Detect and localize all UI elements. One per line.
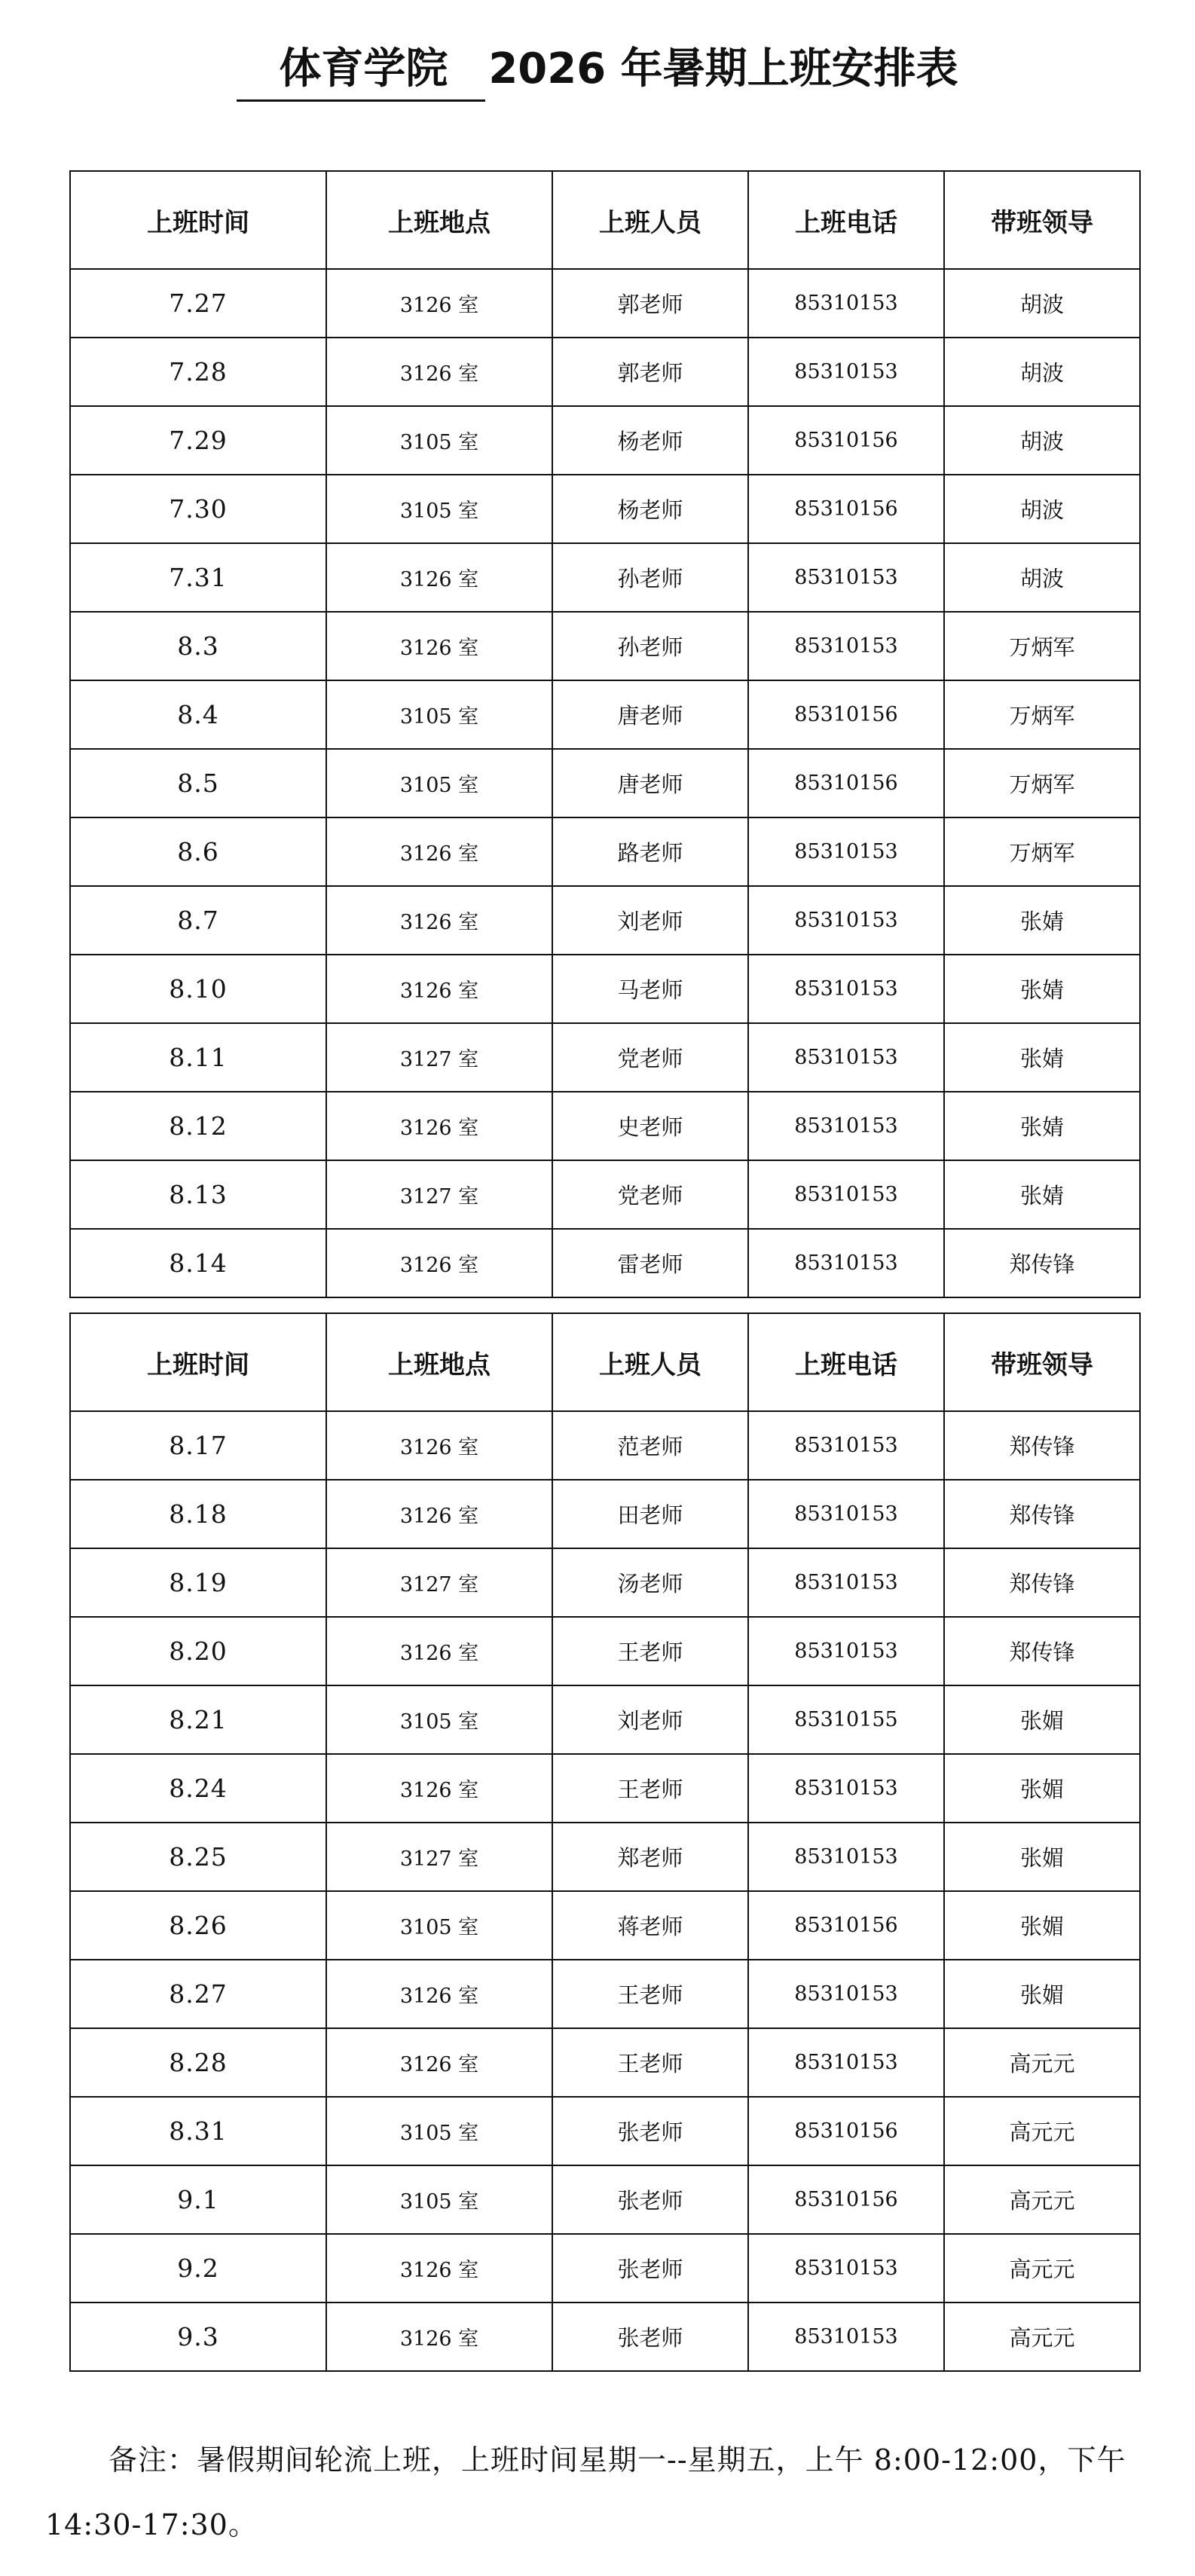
- cell-staff: 蒋老师: [552, 1891, 748, 1960]
- table-row: [70, 1754, 1140, 1823]
- cell-leader: 郑传锋: [944, 1548, 1140, 1617]
- cell-phone: 85310153: [748, 817, 944, 886]
- cell-date: 9.3: [70, 2303, 326, 2371]
- cell-leader: 郑传锋: [944, 1480, 1140, 1548]
- cell-staff: 雷老师: [552, 1229, 748, 1297]
- cell-staff: 田老师: [552, 1480, 748, 1548]
- table-row: [70, 1411, 1140, 1480]
- cell-leader: 胡波: [944, 475, 1140, 543]
- table-row: [70, 543, 1140, 612]
- cell-phone: 85310153: [748, 886, 944, 955]
- header-date: 上班时间: [70, 171, 326, 269]
- cell-location: 3126 室: [326, 1229, 552, 1297]
- table-row: [70, 475, 1140, 543]
- cell-leader: 高元元: [944, 2028, 1140, 2097]
- cell-date: 8.6: [70, 817, 326, 886]
- cell-date: 8.21: [70, 1685, 326, 1754]
- cell-staff: 马老师: [552, 955, 748, 1023]
- cell-date: 8.28: [70, 2028, 326, 2097]
- header-location: 上班地点: [326, 171, 552, 269]
- cell-date: 7.30: [70, 475, 326, 543]
- table-header-row: [70, 171, 1140, 269]
- cell-location: 3126 室: [326, 886, 552, 955]
- cell-location: 3126 室: [326, 1960, 552, 2028]
- cell-date: 8.31: [70, 2097, 326, 2165]
- cell-date: 8.26: [70, 1891, 326, 1960]
- cell-phone: 85310153: [748, 612, 944, 680]
- cell-staff: 王老师: [552, 1617, 748, 1685]
- cell-phone: 85310153: [748, 1411, 944, 1480]
- cell-location: 3105 室: [326, 1891, 552, 1960]
- table-row: [70, 1480, 1140, 1548]
- cell-location: 3126 室: [326, 612, 552, 680]
- cell-staff: 刘老师: [552, 1685, 748, 1754]
- table-row: [70, 1960, 1140, 2028]
- cell-date: 8.18: [70, 1480, 326, 1548]
- cell-date: 8.14: [70, 1229, 326, 1297]
- cell-leader: 万炳军: [944, 749, 1140, 817]
- cell-leader: 万炳军: [944, 612, 1140, 680]
- cell-phone: 85310153: [748, 338, 944, 406]
- cell-date: 8.13: [70, 1160, 326, 1229]
- table-row: [70, 2028, 1140, 2097]
- cell-location: 3126 室: [326, 269, 552, 338]
- cell-phone: 85310153: [748, 543, 944, 612]
- cell-leader: 张媚: [944, 1754, 1140, 1823]
- table-row: [70, 2234, 1140, 2303]
- cell-location: 3126 室: [326, 955, 552, 1023]
- cell-date: 8.27: [70, 1960, 326, 2028]
- cell-staff: 郭老师: [552, 269, 748, 338]
- cell-phone: 85310153: [748, 1160, 944, 1229]
- cell-date: 7.28: [70, 338, 326, 406]
- table-row: [70, 1023, 1140, 1092]
- header-staff: 上班人员: [552, 171, 748, 269]
- cell-location: 3126 室: [326, 1754, 552, 1823]
- table-row: [70, 749, 1140, 817]
- cell-date: 8.10: [70, 955, 326, 1023]
- cell-leader: 张媚: [944, 1685, 1140, 1754]
- header-leader: 带班领导: [944, 171, 1140, 269]
- note: 备注：暑假期间轮流上班，上班时间星期一--星期五，上午 8:00-12:00，下午 14:30-17:30。: [45, 2443, 1126, 2541]
- header-leader: 带班领导: [944, 1313, 1140, 1411]
- cell-leader: 张婧: [944, 1092, 1140, 1160]
- cell-location: 3105 室: [326, 1685, 552, 1754]
- cell-staff: 史老师: [552, 1092, 748, 1160]
- cell-phone: 85310156: [748, 749, 944, 817]
- cell-phone: 85310153: [748, 1617, 944, 1685]
- cell-staff: 张老师: [552, 2165, 748, 2234]
- cell-leader: 张媚: [944, 1960, 1140, 2028]
- cell-staff: 杨老师: [552, 475, 748, 543]
- table-header-row: [70, 1313, 1140, 1411]
- cell-location: 3105 室: [326, 406, 552, 475]
- cell-date: 7.27: [70, 269, 326, 338]
- cell-phone: 85310153: [748, 955, 944, 1023]
- cell-phone: 85310153: [748, 269, 944, 338]
- cell-leader: 张婧: [944, 955, 1140, 1023]
- cell-leader: 张婧: [944, 886, 1140, 955]
- cell-leader: 万炳军: [944, 680, 1140, 749]
- table-row: [70, 680, 1140, 749]
- table-row: [70, 1092, 1140, 1160]
- cell-staff: 孙老师: [552, 612, 748, 680]
- cell-staff: 郑老师: [552, 1823, 748, 1891]
- cell-phone: 85310153: [748, 2028, 944, 2097]
- table-row: [70, 817, 1140, 886]
- cell-staff: 王老师: [552, 1754, 748, 1823]
- cell-phone: 85310153: [748, 1960, 944, 2028]
- header-location: 上班地点: [326, 1313, 552, 1411]
- cell-date: 7.31: [70, 543, 326, 612]
- cell-location: 3126 室: [326, 338, 552, 406]
- table-row: [70, 406, 1140, 475]
- cell-leader: 张婧: [944, 1023, 1140, 1092]
- cell-phone: 85310153: [748, 1229, 944, 1297]
- cell-location: 3105 室: [326, 2165, 552, 2234]
- cell-location: 3105 室: [326, 680, 552, 749]
- cell-staff: 张老师: [552, 2234, 748, 2303]
- cell-phone: 85310153: [748, 2234, 944, 2303]
- cell-phone: 85310156: [748, 475, 944, 543]
- header-staff: 上班人员: [552, 1313, 748, 1411]
- schedule-table-2: [69, 1312, 1141, 2372]
- cell-location: 3127 室: [326, 1823, 552, 1891]
- table-row: [70, 1617, 1140, 1685]
- cell-leader: 高元元: [944, 2165, 1140, 2234]
- table-row: [70, 1229, 1140, 1297]
- cell-staff: 党老师: [552, 1160, 748, 1229]
- cell-location: 3126 室: [326, 1617, 552, 1685]
- cell-location: 3105 室: [326, 2097, 552, 2165]
- cell-date: 8.24: [70, 1754, 326, 1823]
- cell-date: 9.2: [70, 2234, 326, 2303]
- cell-leader: 张婧: [944, 1160, 1140, 1229]
- cell-date: 8.3: [70, 612, 326, 680]
- cell-staff: 唐老师: [552, 749, 748, 817]
- cell-phone: 85310156: [748, 406, 944, 475]
- table-row: [70, 1548, 1140, 1617]
- schedule-table-1: [69, 170, 1141, 1298]
- cell-leader: 高元元: [944, 2097, 1140, 2165]
- cell-date: 8.11: [70, 1023, 326, 1092]
- cell-location: 3127 室: [326, 1548, 552, 1617]
- cell-leader: 高元元: [944, 2303, 1140, 2371]
- cell-date: 8.17: [70, 1411, 326, 1480]
- cell-leader: 胡波: [944, 269, 1140, 338]
- cell-location: 3127 室: [326, 1023, 552, 1092]
- cell-location: 3126 室: [326, 817, 552, 886]
- cell-phone: 85310153: [748, 1754, 944, 1823]
- table-row: [70, 955, 1140, 1023]
- cell-location: 3126 室: [326, 1092, 552, 1160]
- cell-phone: 85310156: [748, 2097, 944, 2165]
- cell-phone: 85310156: [748, 1891, 944, 1960]
- cell-date: 8.4: [70, 680, 326, 749]
- cell-date: 8.5: [70, 749, 326, 817]
- cell-location: 3105 室: [326, 475, 552, 543]
- header-date: 上班时间: [70, 1313, 326, 1411]
- cell-staff: 汤老师: [552, 1548, 748, 1617]
- cell-staff: 唐老师: [552, 680, 748, 749]
- cell-staff: 杨老师: [552, 406, 748, 475]
- cell-staff: 孙老师: [552, 543, 748, 612]
- page-title: [0, 39, 1195, 102]
- cell-staff: 党老师: [552, 1023, 748, 1092]
- cell-phone: 85310153: [748, 1480, 944, 1548]
- cell-phone: 85310156: [748, 2165, 944, 2234]
- cell-leader: 郑传锋: [944, 1229, 1140, 1297]
- table-row: [70, 886, 1140, 955]
- cell-date: 7.29: [70, 406, 326, 475]
- cell-staff: 张老师: [552, 2303, 748, 2371]
- cell-staff: 范老师: [552, 1411, 748, 1480]
- cell-location: 3127 室: [326, 1160, 552, 1229]
- table-row: [70, 2303, 1140, 2371]
- cell-phone: 85310153: [748, 1823, 944, 1891]
- cell-staff: 王老师: [552, 1960, 748, 2028]
- header-phone: 上班电话: [748, 1313, 944, 1411]
- cell-leader: 郑传锋: [944, 1617, 1140, 1685]
- table-row: [70, 1823, 1140, 1891]
- table-row: [70, 1891, 1140, 1960]
- cell-date: 9.1: [70, 2165, 326, 2234]
- header-phone: 上班电话: [748, 171, 944, 269]
- table-row: [70, 338, 1140, 406]
- cell-date: 8.12: [70, 1092, 326, 1160]
- cell-date: 8.7: [70, 886, 326, 955]
- cell-phone: 85310153: [748, 1092, 944, 1160]
- cell-location: 3105 室: [326, 749, 552, 817]
- cell-location: 3126 室: [326, 2234, 552, 2303]
- table-row: [70, 1685, 1140, 1754]
- cell-phone: 85310155: [748, 1685, 944, 1754]
- cell-location: 3126 室: [326, 2303, 552, 2371]
- cell-phone: 85310153: [748, 1548, 944, 1617]
- title-text: 2026 年暑期上班安排表: [488, 44, 958, 93]
- cell-leader: 胡波: [944, 338, 1140, 406]
- cell-leader: 张媚: [944, 1823, 1140, 1891]
- cell-leader: 张媚: [944, 1891, 1140, 1960]
- cell-date: 8.20: [70, 1617, 326, 1685]
- table-row: [70, 2165, 1140, 2234]
- cell-location: 3126 室: [326, 1480, 552, 1548]
- title-department: 体育学院: [237, 39, 485, 102]
- cell-leader: 高元元: [944, 2234, 1140, 2303]
- cell-phone: 85310153: [748, 2303, 944, 2371]
- cell-staff: 路老师: [552, 817, 748, 886]
- cell-leader: 万炳军: [944, 817, 1140, 886]
- cell-staff: 张老师: [552, 2097, 748, 2165]
- cell-location: 3126 室: [326, 1411, 552, 1480]
- table-row: [70, 2097, 1140, 2165]
- cell-date: 8.19: [70, 1548, 326, 1617]
- cell-staff: 王老师: [552, 2028, 748, 2097]
- cell-staff: 郭老师: [552, 338, 748, 406]
- table-row: [70, 1160, 1140, 1229]
- cell-staff: 刘老师: [552, 886, 748, 955]
- cell-leader: 胡波: [944, 406, 1140, 475]
- table-row: [70, 269, 1140, 338]
- cell-location: 3126 室: [326, 2028, 552, 2097]
- cell-phone: 85310156: [748, 680, 944, 749]
- cell-leader: 郑传锋: [944, 1411, 1140, 1480]
- cell-date: 8.25: [70, 1823, 326, 1891]
- cell-phone: 85310153: [748, 1023, 944, 1092]
- cell-leader: 胡波: [944, 543, 1140, 612]
- table-row: [70, 612, 1140, 680]
- cell-location: 3126 室: [326, 543, 552, 612]
